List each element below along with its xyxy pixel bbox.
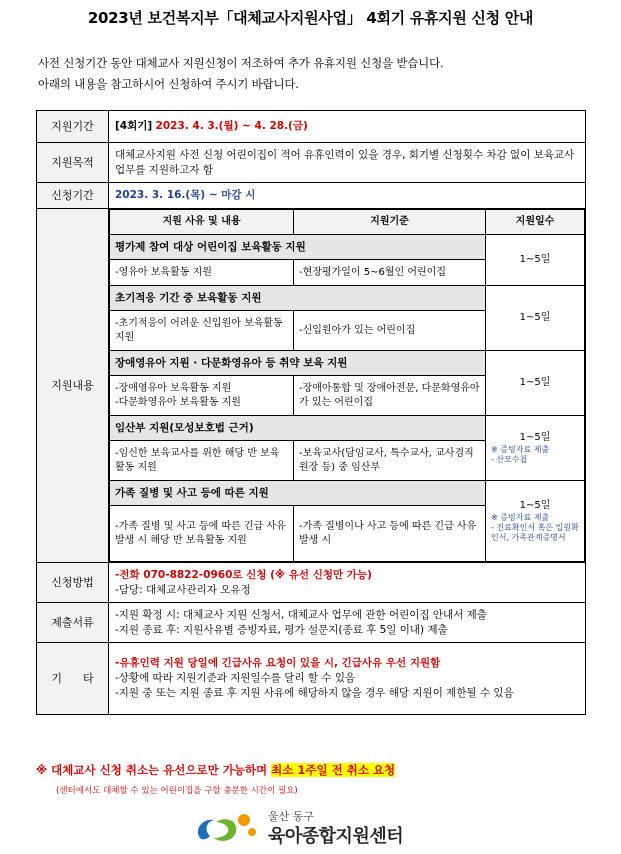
etc-line-3: -지원 중 또는 지원 종료 후 지원 사유에 해당하지 않을 경우 해당 지원이 제한될 수 있음 [115,687,514,699]
header-days: 지원일수 [486,210,585,235]
etc-line-1: -유휴인력 지원 당일에 긴급사유 요청이 있을 시, 긴급사유 우선 지원함 [115,657,441,669]
content-label: 지원내용 [37,209,109,563]
intro-text [38,53,443,95]
category-title-pregnancy: 임산부 지원(모성보호법 근거) [110,416,486,441]
reason-adaptation: -초기적응이 어려운 신입원아 보육활동 지원 [110,311,294,351]
apply-period-label: 신청기간 [37,183,109,209]
days-value: 1~5일 [519,500,551,511]
days-family [486,481,585,562]
support-content-table [109,209,585,562]
method-value [109,563,586,603]
logo-name: 육아종합지원센터 [268,826,404,847]
days-evaluation [486,235,585,286]
reason-evaluation: -영유아 보육활동 지원 [110,260,294,286]
days-pregnancy [486,416,585,481]
criteria-family: -가족 질병이나 사고 등에 따른 긴급 사유 발생 시 [294,506,486,562]
intro-line-2: 아래의 내용을 참고하시어 신청하여 주시기 바랍니다. [38,77,299,91]
etc-value [109,643,586,715]
category-title-adaptation: 초기적응 기간 중 보육활동 지원 [110,286,486,311]
days-adaptation [486,286,585,351]
support-period-dates: 2023. 4. 3.(월) ~ 4. 28.(금) [155,120,308,132]
info-table [36,110,586,715]
category-title-vulnerable: 장애영유아 지원 · 다문화영유아 등 취약 보육 지원 [110,351,486,376]
cancel-warning [36,762,395,778]
documents-line-1: -지원 확정 시: 대체교사 지원 신청서, 대체교사 업무에 관한 어린이집 안내서 제출 [115,608,487,621]
etc-label: 기 타 [37,643,109,715]
documents-line-2: -지원 종료 후: 지원사유별 증빙자료, 평가 설문지(종료 후 5일 이내) 제출 [115,623,448,636]
evidence-note-pregnancy: ※ 증빙자료 제출 - 산모수첩 [491,445,550,464]
criteria-vulnerable: -장애아통합 및 장애아전문, 다문화영유아가 있는 어린이집 [294,376,486,416]
support-period-value [109,111,586,143]
page-title: 2023년 보건복지부「대체교사지원사업」 4회기 유휴지원 신청 안내 [87,9,534,27]
days-value: 1~5일 [519,432,551,443]
support-period-label: 지원기간 [37,111,109,143]
etc-line-2: -상황에 따라 지원기준과 지원일수를 달리 할 수 있음 [115,672,356,684]
documents-value [109,603,586,643]
days-value: 1~5일 [519,377,551,388]
header-reason: 지원 사유 및 내용 [110,210,294,235]
criteria-pregnancy: -보육교사(담임교사, 특수교사, 교사겸직 원장 등) 중 임산부 [294,441,486,481]
reason-family: -가족 질병 및 사고 등에 따른 긴급 사유 발생 시 해당 반 보육활동 지원 [110,506,294,562]
intro-line-1: 사전 신청기간 동안 대체교사 지원신청이 저조하여 추가 유휴지원 신청을 받습니다. [38,56,444,70]
evidence-note-family: ※ 증빙자료 제출 - 진료확인서 혹은 입원확인서, 가족관계증명서 [491,513,579,542]
method-phone: -전화 070-8822-0960로 신청 (※ 유선 신청만 가능) [115,568,372,581]
cancel-warning-sub: (센터에서도 대체할 수 있는 어린이집을 구할 충분한 시간이 필요) [56,786,298,796]
cancel-warning-highlight: 최소 1주일 전 취소 요청 [271,763,396,777]
criteria-adaptation: -신입원아가 있는 어린이집 [294,311,486,351]
reason-vulnerable: -장애영유아 보육활동 지원 -다문화영유아 보육활동 지원 [110,376,294,416]
logo-region: 울산 동구 [268,810,315,823]
reason-pregnancy: -임신한 보육교사를 위한 해당 반 보육활동 지원 [110,441,294,481]
days-value: 1~5일 [519,312,551,323]
apply-period-value: 2023. 3. 16.(목) ~ 마감 시 [109,183,586,209]
days-vulnerable [486,351,585,416]
documents-label: 제출서류 [37,603,109,643]
purpose-text: 대체교사지원 사전 신청 어린이집이 적어 유휴인력이 있을 경우, 회기별 신청횟수 차감 없이 보육교사 업무를 지원하고자 함 [109,143,586,183]
header-criteria: 지원기준 [294,210,486,235]
category-title-evaluation: 평가제 참여 대상 어린이집 보육활동 지원 [110,235,486,260]
center-logo-icon [192,808,262,848]
category-title-family: 가족 질병 및 사고 등에 따른 지원 [110,481,486,506]
cancel-warning-text: ※ 대체교사 신청 취소는 유선으로만 가능하며 [36,763,272,777]
method-contact: -담당: 대체교사관리자 오유정 [115,583,251,596]
days-value: 1~5일 [519,254,551,265]
content-cell [109,209,586,563]
criteria-evaluation: -현장평가일이 5~6월인 어린이집 [294,260,486,286]
center-logo [192,808,452,848]
method-label: 신청방법 [37,563,109,603]
purpose-label: 지원목적 [37,143,109,183]
support-period-round: [4회기] [115,120,153,132]
